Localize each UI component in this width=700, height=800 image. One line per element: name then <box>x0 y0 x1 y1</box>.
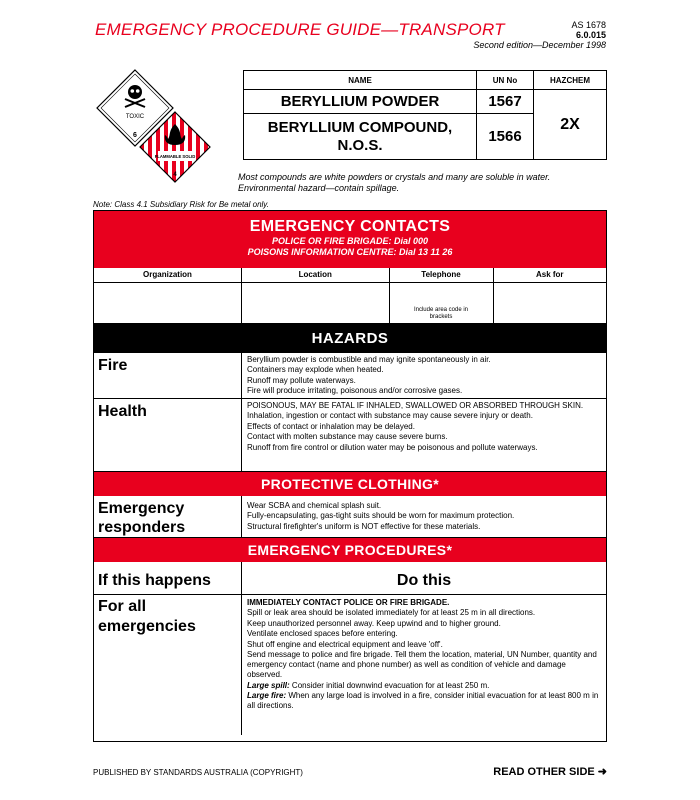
do-this-label: Do this <box>396 571 452 589</box>
column-header: Organization <box>94 268 242 282</box>
large-fire-line <box>247 691 601 711</box>
hazard-signs <box>90 65 220 195</box>
protective-line: Structural firefighter's uniform is NOT effective for these materials. <box>247 521 481 531</box>
health-details <box>242 399 606 471</box>
guide-code: 6.0.015 <box>575 30 606 40</box>
fire-label: Fire <box>94 353 242 398</box>
health-line: Effects of contact or inhalation may be delayed. <box>247 421 415 431</box>
procedure-line: Send message to police and fire brigade. Tell them the location, material, UN Number, quantity and emergency contact (name and phone number) as well as condition of vehicle and damage observed. <box>247 650 597 679</box>
substance-name: BERYLLIUM COMPOUND, N.O.S. <box>244 114 477 160</box>
health-line: Runoff from fire control or dilution water may be poisonous and pollute waterways. <box>247 442 538 452</box>
hazchem-code: 2X <box>534 90 607 160</box>
fire-line: Runoff may pollute waterways. <box>247 375 356 385</box>
flammable-label: FLAMMABLE SOLID <box>154 154 196 159</box>
all-emergencies-label-line: emergencies <box>98 617 196 635</box>
subsidiary-risk-note: Note: Class 4.1 Subsidiary Risk for Be metal only. <box>93 200 269 209</box>
police-fire-contact: POLICE OR FIRE BRIGADE: Dial 000 <box>271 236 429 246</box>
procedure-line: Spill or leak area should be isolated immediately for at least 25 m in all directions. <box>247 608 536 617</box>
health-line: POISONOUS, MAY BE FATAL IF INHALED, SWALLOWED OR ABSORBED THROUGH SKIN. <box>247 400 584 410</box>
contacts-table <box>94 268 606 324</box>
health-row <box>94 399 606 472</box>
responders-label <box>94 496 242 537</box>
all-emergencies-label-line: For all <box>98 597 147 615</box>
procedure-details <box>242 595 606 735</box>
procedure-contact-line: IMMEDIATELY CONTACT POLICE OR FIRE BRIGADE. <box>247 597 450 607</box>
large-spill-line <box>247 681 601 691</box>
fire-details <box>242 353 606 398</box>
protective-row <box>94 496 606 538</box>
protective-details <box>242 496 606 537</box>
health-line: Contact with molten substance may cause severe burns. <box>247 432 448 441</box>
telephone-hint: Include area code in brackets <box>413 306 469 320</box>
emergency-contacts-title: EMERGENCY CONTACTS <box>249 218 451 235</box>
un-number: 1566 <box>477 114 534 160</box>
if-this-happens-label: If this happens <box>94 562 242 594</box>
identification-table <box>243 70 607 160</box>
guide-title: EMERGENCY PROCEDURE GUIDE—TRANSPORT <box>95 20 505 39</box>
standard-number: AS 1678 <box>571 20 606 30</box>
large-spill-text: Consider initial downwind evacuation for at least 250 m. <box>289 680 490 690</box>
telephone-cell[interactable] <box>389 282 493 323</box>
health-label: Health <box>94 399 242 471</box>
substance-name: BERYLLIUM POWDER <box>244 90 477 114</box>
large-fire-label: Large fire: <box>247 691 287 700</box>
emergency-contacts-banner <box>94 211 606 268</box>
responders-label-line: Emergency <box>98 499 185 517</box>
all-emergencies-row <box>94 595 606 735</box>
emergency-procedures-banner: EMERGENCY PROCEDURES* <box>94 538 606 562</box>
location-cell[interactable] <box>242 282 390 323</box>
procedure-line: Shut off engine and electrical equipment and leave 'off'. <box>247 639 443 649</box>
hazards-banner: HAZARDS <box>94 324 606 353</box>
fire-row <box>94 353 606 399</box>
toxic-label: TOXIC <box>125 114 145 120</box>
edition: Second edition—December 1998 <box>473 40 606 50</box>
un-header: UN No <box>477 71 534 90</box>
protective-clothing-banner: PROTECTIVE CLOTHING* <box>94 472 606 496</box>
procedure-line: Keep unauthorized personnel away. Keep upwind and to higher ground. <box>247 618 501 628</box>
toxic-class: 6 <box>133 132 137 139</box>
responders-label-line: responders <box>98 518 186 536</box>
column-header: Location <box>242 268 390 282</box>
procedure-line: Ventilate enclosed spaces before entering. <box>247 629 398 638</box>
hazchem-header: HAZCHEM <box>534 71 607 90</box>
health-line: Inhalation, ingestion or contact with substance may cause severe injury or death. <box>247 411 533 420</box>
large-fire-text: When any large load is involved in a fire, consider initial evacuation for at least 800 m in all directions. <box>247 691 599 710</box>
organization-cell[interactable] <box>94 282 242 323</box>
substance-description: Most compounds are white powders or crystals and many are soluble in water. Environmental hazard—contain spillage. <box>238 172 551 193</box>
publisher-credit: PUBLISHED BY STANDARDS AUSTRALIA (COPYRIGHT) <box>93 768 303 777</box>
fire-line: Fire will produce irritating, poisonous and/or corrosive gases. <box>247 386 463 395</box>
poisons-contact: POISONS INFORMATION CENTRE: Dial 13 11 26 <box>247 247 453 257</box>
ask-for-cell[interactable] <box>493 282 606 323</box>
fire-line: Beryllium powder is combustible and may ignite spontaneously in air. <box>247 354 491 364</box>
procedures-header <box>94 562 606 595</box>
read-other-side: READ OTHER SIDE ➜ <box>493 766 607 778</box>
column-header: Ask for <box>493 268 606 282</box>
guide-body <box>93 210 607 742</box>
flammable-class: 4 <box>173 172 177 178</box>
protective-line: Wear SCBA and chemical splash suit. <box>247 500 382 510</box>
protective-line: Fully-encapsulating, gas-tight suits should be worn for maximum protection. <box>247 511 515 520</box>
standard-info <box>473 20 606 50</box>
fire-line: Containers may explode when heated. <box>247 365 384 374</box>
column-header: Telephone <box>389 268 493 282</box>
large-spill-label: Large spill: <box>247 680 290 690</box>
all-emergencies-label <box>94 595 242 735</box>
un-number: 1567 <box>477 90 534 114</box>
name-header: NAME <box>244 71 477 90</box>
